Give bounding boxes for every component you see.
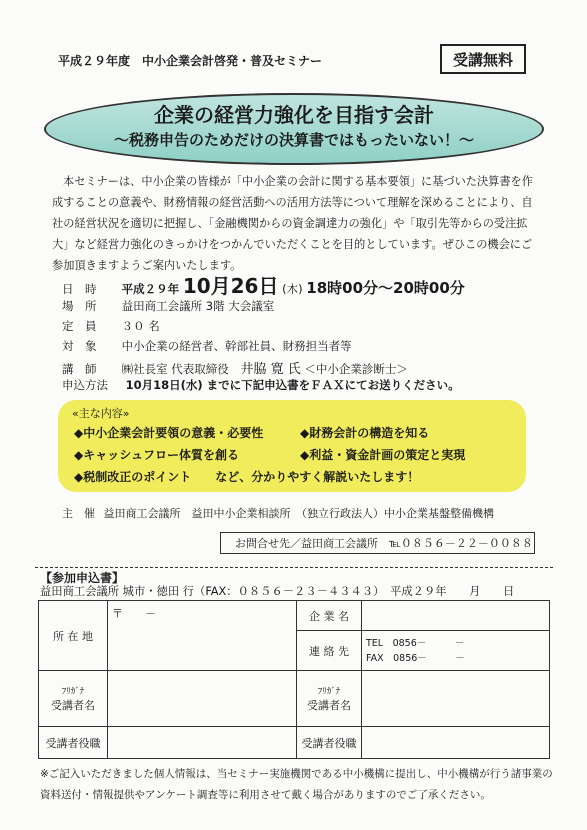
organizers-label: 主 催	[62, 507, 95, 520]
attendee-label: 受講者名	[307, 699, 351, 712]
postal-mark: 〒 －	[112, 607, 156, 620]
position-label-left: 受講者役職	[39, 727, 108, 759]
company-label: 企 業 名	[297, 601, 362, 631]
sub-title: ～税務申告のためだけの決算書ではもったいない！～	[113, 131, 474, 149]
free-badge: 受講無料	[440, 44, 526, 74]
intro-paragraph: 本セミナーは、中小企業の皆様が「中小企業の会計に関する基本要領」に基づいた決算書を作成することの意義や、財務情報の経営活動への活用方法等について理解を深めることにより、自社の経営状況を適切に把握し、「金融機関からの資金調達力の強化」や「取引先等からの受注拡大」など経営力強化のきっかけをつかんでいただくことを目的としています。ぜひこの機会にご参加頂きますようご案内いたします。	[52, 175, 533, 272]
contact-field[interactable]	[362, 631, 550, 671]
capacity-value: ３０ 名	[121, 319, 160, 333]
content-item: ◆財務会計の構造を知る	[300, 426, 430, 440]
location-field[interactable]	[108, 601, 297, 671]
organizers-text: 益田商工会議所 益田中小企業相談所 （独立行政法人）中小企業基盤整備機構	[103, 507, 494, 520]
date-time: 18時00分～20時00分	[306, 279, 465, 297]
date-main: 10月26日	[182, 274, 279, 298]
capacity-row	[62, 318, 160, 334]
lecturer-label: 講 師	[62, 362, 97, 376]
privacy-note: ※ご記入いただきました個人情報は、当セミナー実施機関である中小機構に提出し、中小機構が行う諸事業の資料送付・情報提供やアンケート調査等に利用させて戴く場合がありますのでご了承ください。	[40, 768, 553, 801]
location-label: 所 在 地	[39, 601, 108, 671]
date-era: 平成２９年	[121, 282, 180, 296]
furigana-label: ﾌﾘｶﾞﾅ	[61, 687, 85, 697]
venue-row	[62, 298, 274, 314]
application-form	[38, 600, 550, 759]
form-fax-line: 益田商工会議所 城市・徳田 行（FAX：０８５６－２３－４３４３） 平成２９年 月 日	[40, 585, 515, 598]
lecturer-company: ㈱社長室 代表取締役	[121, 362, 229, 376]
content-item: ◆税制改正のポイント など、分かりやすく解説いたします！	[74, 470, 420, 484]
cut-line	[35, 567, 553, 568]
target-label: 対 象	[62, 339, 97, 353]
apply-value: 10月18日(水) までに下記申込書をＦＡＸにてお送りください。	[125, 378, 460, 392]
seminar-series-title: 平成２９年度 中小企業会計啓発・普及セミナー	[58, 54, 323, 68]
position-field-right[interactable]	[362, 727, 550, 759]
contact-label: 連 絡 先	[297, 631, 362, 671]
attendee-field-right[interactable]	[362, 671, 550, 727]
tel-field: TEL 0856－ －	[366, 637, 465, 649]
attendee-label-right	[297, 671, 362, 727]
apply-label: 申込方法	[62, 378, 108, 392]
contact-box: お問合せ先／益田商工会議所 ℡０８５６－２２－００８８	[220, 532, 535, 554]
lecturer-name: 井脇 寛 氏	[240, 362, 301, 377]
date-dow: (木)	[282, 282, 303, 296]
form-heading: 【参加申込書】	[40, 571, 125, 585]
attendee-label-left	[39, 671, 108, 727]
lecturer-title: ＜中小企業診断士＞	[304, 362, 408, 376]
company-field[interactable]	[362, 601, 550, 631]
position-field-left[interactable]	[108, 727, 297, 759]
fax-field: FAX 0856－ －	[366, 652, 465, 664]
date-row	[62, 270, 465, 299]
venue-value: 益田商工会議所 3階 大会議室	[121, 299, 275, 313]
venue-label: 場 所	[62, 299, 97, 313]
content-item: ◆キャッシュフロー体質を創る	[74, 448, 239, 462]
content-item: ◆中小企業会計要領の意義・必要性	[74, 426, 264, 440]
content-item: ◆利益・資金計画の策定と実現	[300, 448, 466, 462]
attendee-label: 受講者名	[51, 699, 95, 712]
capacity-label: 定 員	[62, 319, 97, 333]
contents-title: «主な内容»	[72, 407, 130, 420]
main-title: 企業の経営力強化を目指す会計	[154, 103, 434, 127]
lecturer-row	[62, 358, 408, 377]
target-value: 中小企業の経営者、幹部社員、財務担当者等	[121, 339, 352, 353]
target-row	[62, 338, 352, 354]
attendee-field-left[interactable]	[108, 671, 297, 727]
apply-row	[62, 377, 460, 393]
position-label-right: 受講者役職	[297, 727, 362, 759]
date-label: 日 時	[62, 282, 97, 296]
organizers	[62, 505, 494, 521]
furigana-label: ﾌﾘｶﾞﾅ	[317, 687, 341, 697]
